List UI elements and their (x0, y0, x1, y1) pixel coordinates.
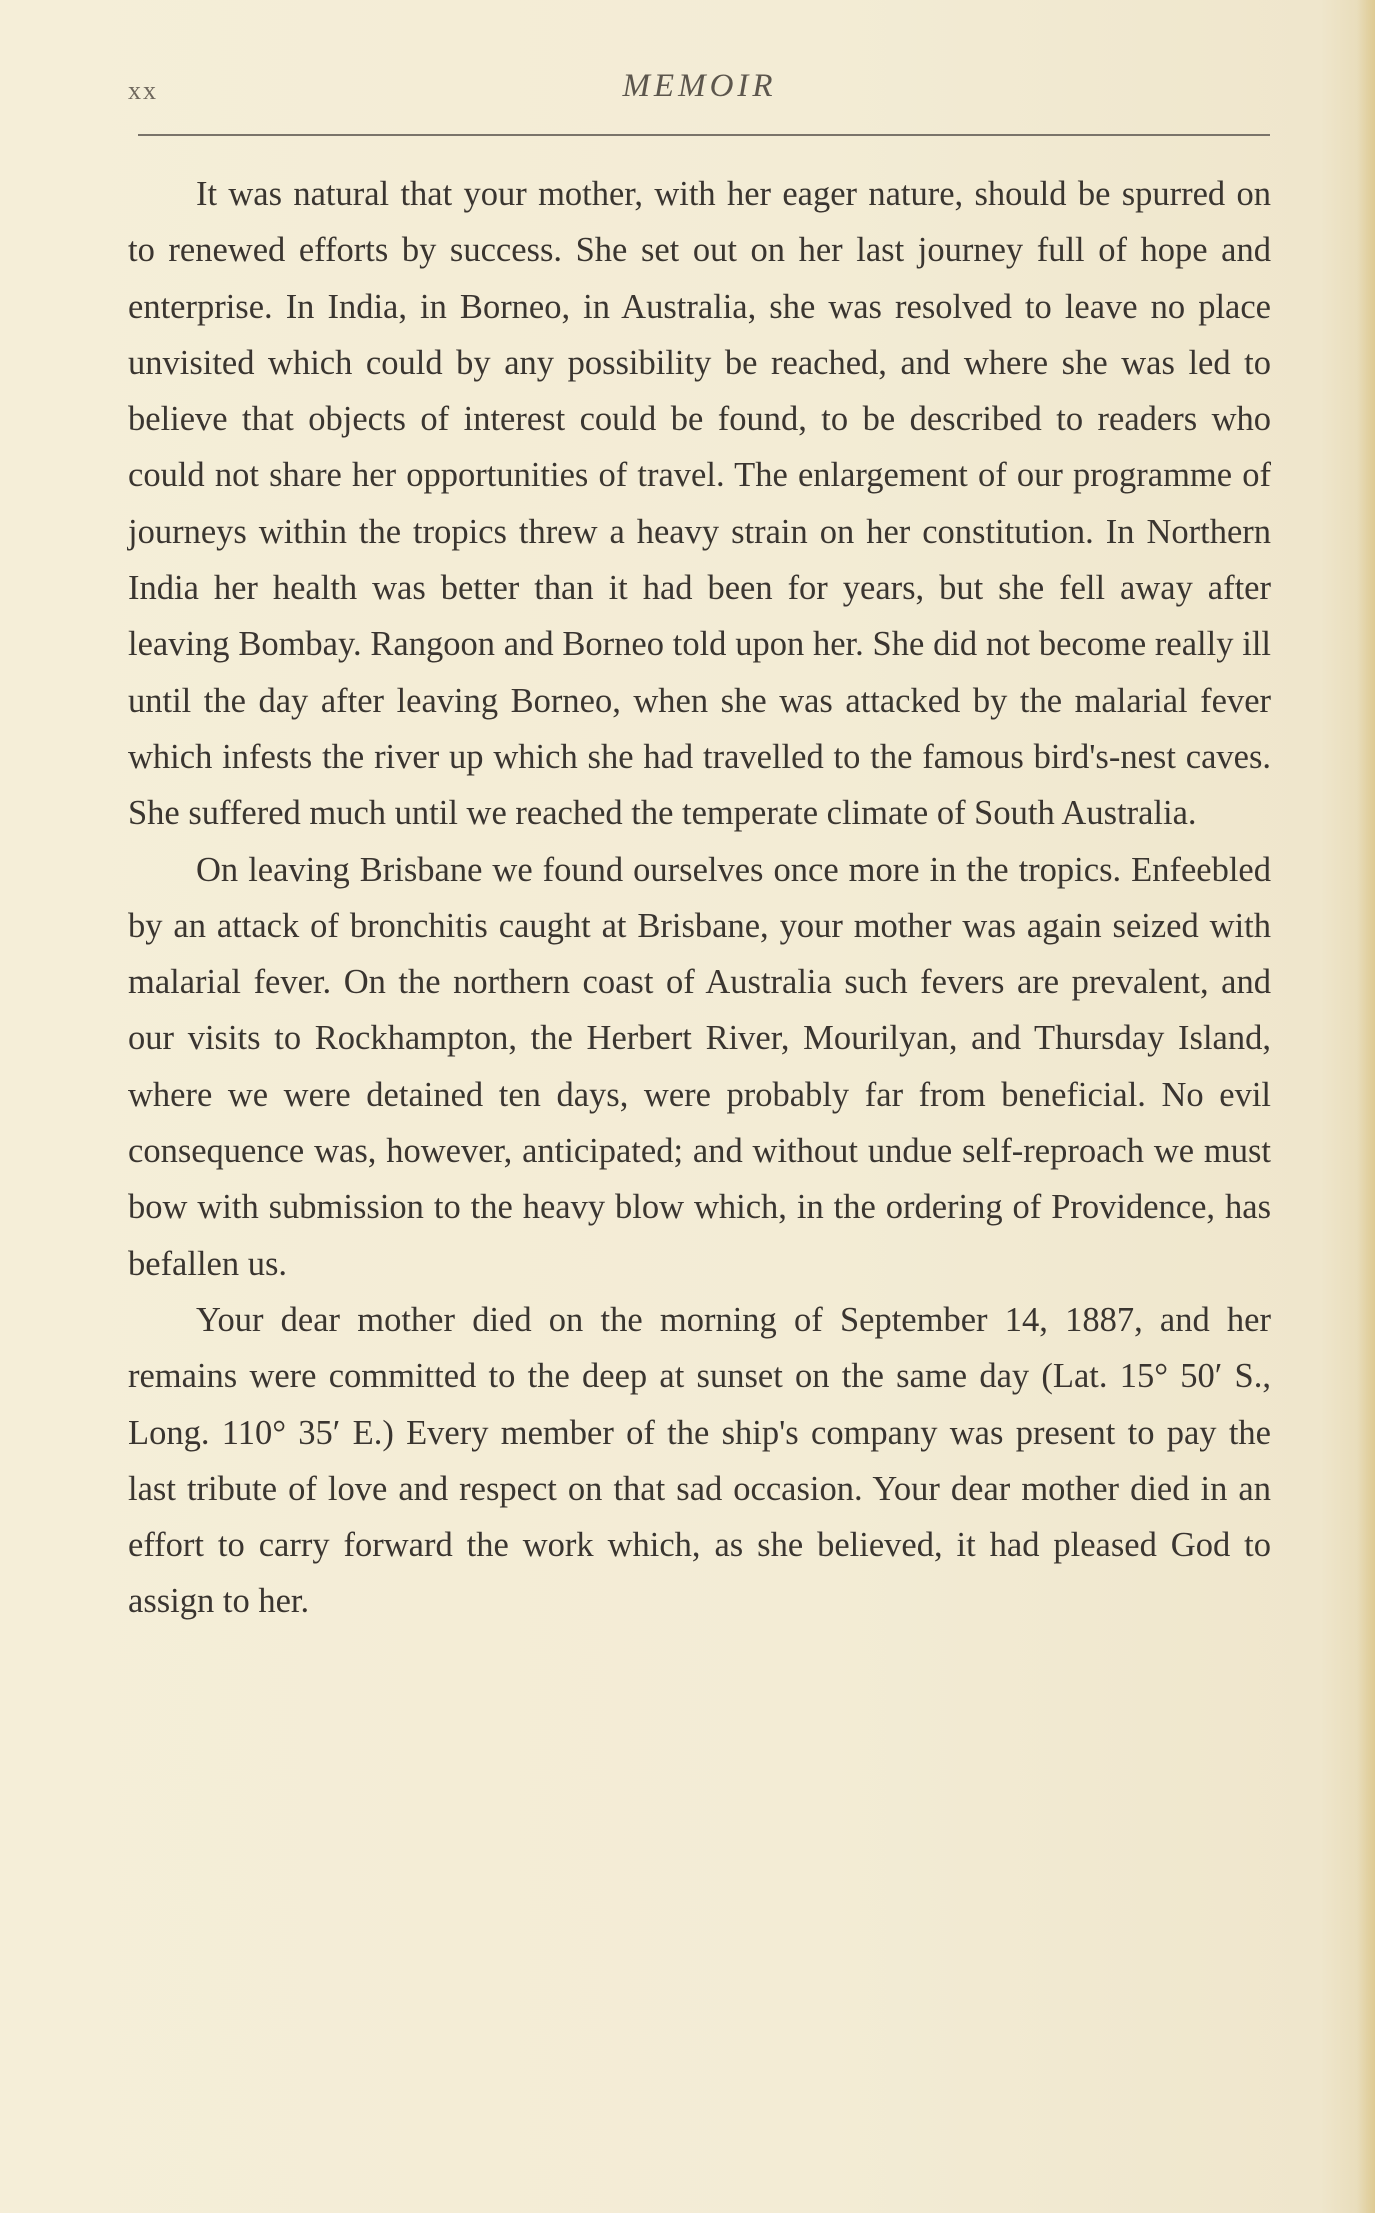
page-edge-shadow (1357, 0, 1375, 2213)
paragraph-3: Your dear mother died on the morning of September 14, 1887, and her remains were committed to the deep at sunset on the same day (Lat. 15° 50′ S., Long. 110° 35′ E.) Every member of the ship's company was present to pay the last tribute of love and respect on that sad occasion. Your dear mother died in an effort to carry forward the work which, as she believed, it had pleased God to assign to her. (128, 1300, 1271, 1621)
paragraph-2: On leaving Brisbane we found ourselves once more in the tropics. Enfeebled by an attack of bronchitis caught at Brisbane, your mother was again seized with malarial fever. On the northern coast of Australia such fevers are prevalent, and our visits to Rockhampton, the Herbert River, Mourilyan, and Thursday Island, where we were detained ten days, were probably far from beneficial. No evil consequence was, however, anticipated; and without undue self-reproach we must bow with submission to the heavy blow which, in the ordering of Providence, has befallen us. (128, 850, 1271, 1283)
header-rule (138, 134, 1270, 136)
body-text (128, 166, 1271, 1630)
paragraph-1: It was natural that your mother, with her eager nature, should be spurred on to renewed efforts by success. She set out on her last journey full of hope and enterprise. In India, in Borneo, in Australia, she was resolved to leave no place unvisited which could by any possibility be reached, and where she was led to believe that objects of interest could be found, to be described to readers who could not share her opportunities of travel. The enlargement of our programme of journeys within the tropics threw a heavy strain on her constitution. In Northern India her health was better than it had been for years, but she fell away after leaving Bombay. Rangoon and Borneo told upon her. She did not become really ill until the day after leaving Borneo, when she was attacked by the malarial fever which infests the river up which she had travelled to the famous bird's-nest caves. She suffered much until we reached the temperate climate of South Australia. (128, 175, 1271, 833)
page-number: xx (128, 76, 158, 105)
running-head: MEMOIR (622, 68, 777, 104)
page-header (128, 68, 1271, 118)
